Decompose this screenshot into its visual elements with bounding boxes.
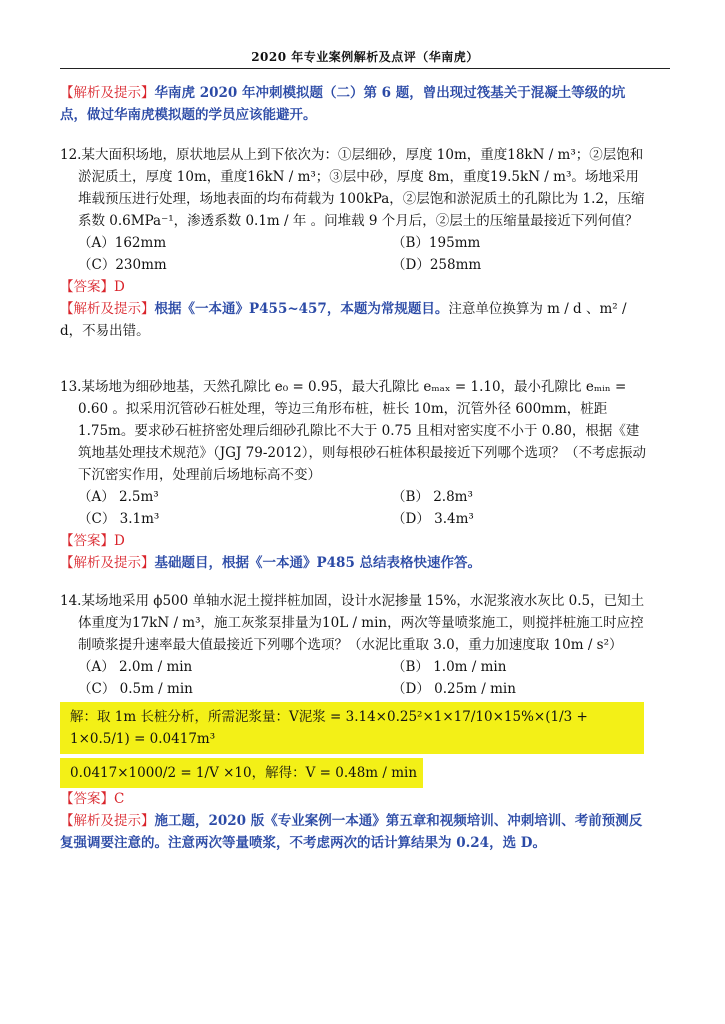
q12-answer-label: 【答案】 <box>60 279 114 295</box>
q14-option-b: （B） 1.0m / min <box>392 659 507 675</box>
q14-option-d: （D） 0.25m / min <box>392 681 516 697</box>
q14-text: 14.某场地采用 ϕ500 单轴水泥土搅拌桩加固，设计水泥掺量 15%，水泥浆液水灰比 0.5，已知土体重度为17kN / m³，施工灰浆泵排量为10L / min，两次等量喷浆施工，则搅拌桩施工时应控制喷浆提升速率最大值最接近下列哪个选项？（水泥比重取 3.0，重力加速度取 10m / s²） <box>60 593 645 653</box>
q14-option-c: （C） 0.5m / min <box>78 681 193 697</box>
q13-option-a: （A） 2.5m³ <box>78 489 159 505</box>
q12-option-b: （B）195mm <box>392 235 481 251</box>
q14-solution-prefix: 解：取 1m 长桩分析，所需泥浆量： <box>70 709 289 725</box>
q12-option-c: （C）230mm <box>78 257 167 273</box>
q12-answer <box>60 276 650 298</box>
page-header: 2020 年专业案例解析及点评（华南虎） <box>251 50 479 64</box>
q14-analysis <box>60 810 650 854</box>
q14-solution-line-2 <box>60 758 423 788</box>
intro-text: 华南虎 2020 年冲刺模拟题（二）第 6 题，曾出现过筏基关于混凝土等级的坑点，做过华南虎模拟题的学员应该能避开。 <box>60 85 626 123</box>
q12-analysis-text: 根据《一本通》P455~457，本题为常规题目。 <box>154 301 449 317</box>
q13-options-row-2 <box>60 508 650 530</box>
q12-analysis <box>60 298 650 342</box>
q12-option-d: （D）258mm <box>392 257 482 273</box>
q14-options-row-2 <box>60 678 650 700</box>
q13-text: 13.某场地为细砂地基，天然孔隙比 e₀ = 0.95，最大孔隙比 eₘₐₓ = 1.10，最小孔隙比 eₘᵢₙ = 0.60 。拟采用沉管砂石桩处理，等边三角形布桩，桩长 10m，沉管外径 600mm，桩距 1.75m。要求砂石桩挤密处理后细砂孔隙比不大于 0.75 且相对密实度不小于 0.80，根据《建筑地基处理技术规范》（JGJ 79-2012），则每根砂石桩体积最接近下列哪个选项？（不考虑振动下沉密实作用，处理前后场地标高不变） <box>60 379 646 483</box>
q14-analysis-text: 施工题，2020 版《专业案例一本通》第五章和视频培训、冲刺培训、考前预测反复强调要注意的。注意两次等量喷浆，不考虑两次的话计算结果为 0.24，选 D。 <box>60 813 643 851</box>
intro-label: 【解析及提示】 <box>60 85 155 101</box>
q13-answer-value: D <box>114 533 125 549</box>
header-rule <box>60 68 670 69</box>
q13-analysis-text: 基础题目，根据《一本通》P485 总结表格快速作答。 <box>154 555 482 571</box>
q14-solution-line-1 <box>60 702 644 754</box>
q14-solution <box>60 702 650 788</box>
q14-answer-label: 【答案】 <box>60 791 114 807</box>
question-14 <box>60 590 650 854</box>
q12-options-row-2 <box>60 254 650 276</box>
q14-answer-value: C <box>114 791 125 807</box>
q13-analysis-label: 【解析及提示】 <box>60 555 155 571</box>
q14-options-row-1 <box>60 656 650 678</box>
q14-option-a: （A） 2.0m / min <box>78 659 193 675</box>
q13-answer <box>60 530 650 552</box>
q14-answer <box>60 788 650 810</box>
q14-solution-formula-2: 0.0417×1000/2 = 1/V ×10，解得：V = 0.48m / min <box>70 765 418 781</box>
q13-option-b: （B） 2.8m³ <box>392 489 473 505</box>
q14-solution-formula-1: V泥浆 = 3.14×0.25²×1×17/10×15%×(1/3 + 1×0.5/1) = 0.0417m³ <box>70 709 588 747</box>
q12-analysis-label: 【解析及提示】 <box>60 301 155 317</box>
q12-options-row-1 <box>60 232 650 254</box>
question-12 <box>60 144 650 342</box>
q12-option-a: （A）162mm <box>78 235 167 251</box>
q13-analysis <box>60 552 650 574</box>
q14-analysis-label: 【解析及提示】 <box>60 813 155 829</box>
q12-text: 12.某大面积场地，原状地层从上到下依次为：①层细砂，厚度 10m，重度18kN / m³；②层饱和淤泥质土，厚度 10m，重度16kN / m³；③层中砂，厚度 8m，重度19.5kN / m³。场地采用堆载预压进行处理，场地表面的均布荷载为 100kPa，②层饱和淤泥质土的孔隙比为 1.2，压缩系数 0.6MPa⁻¹，渗透系数 0.1m / 年 。问堆载 9 个月后，②层土的压缩量最接近下列何值？ <box>60 147 645 229</box>
q12-analysis-note: 注意单位换算为 m / d 、m² / d，不易出错。 <box>60 301 627 339</box>
q13-options-row-1 <box>60 486 650 508</box>
q12-answer-value: D <box>114 279 125 295</box>
q13-answer-label: 【答案】 <box>60 533 114 549</box>
q13-option-d: （D） 3.4m³ <box>392 511 474 527</box>
q13-option-c: （C） 3.1m³ <box>78 511 160 527</box>
intro-note <box>60 82 650 126</box>
question-13 <box>60 376 650 574</box>
